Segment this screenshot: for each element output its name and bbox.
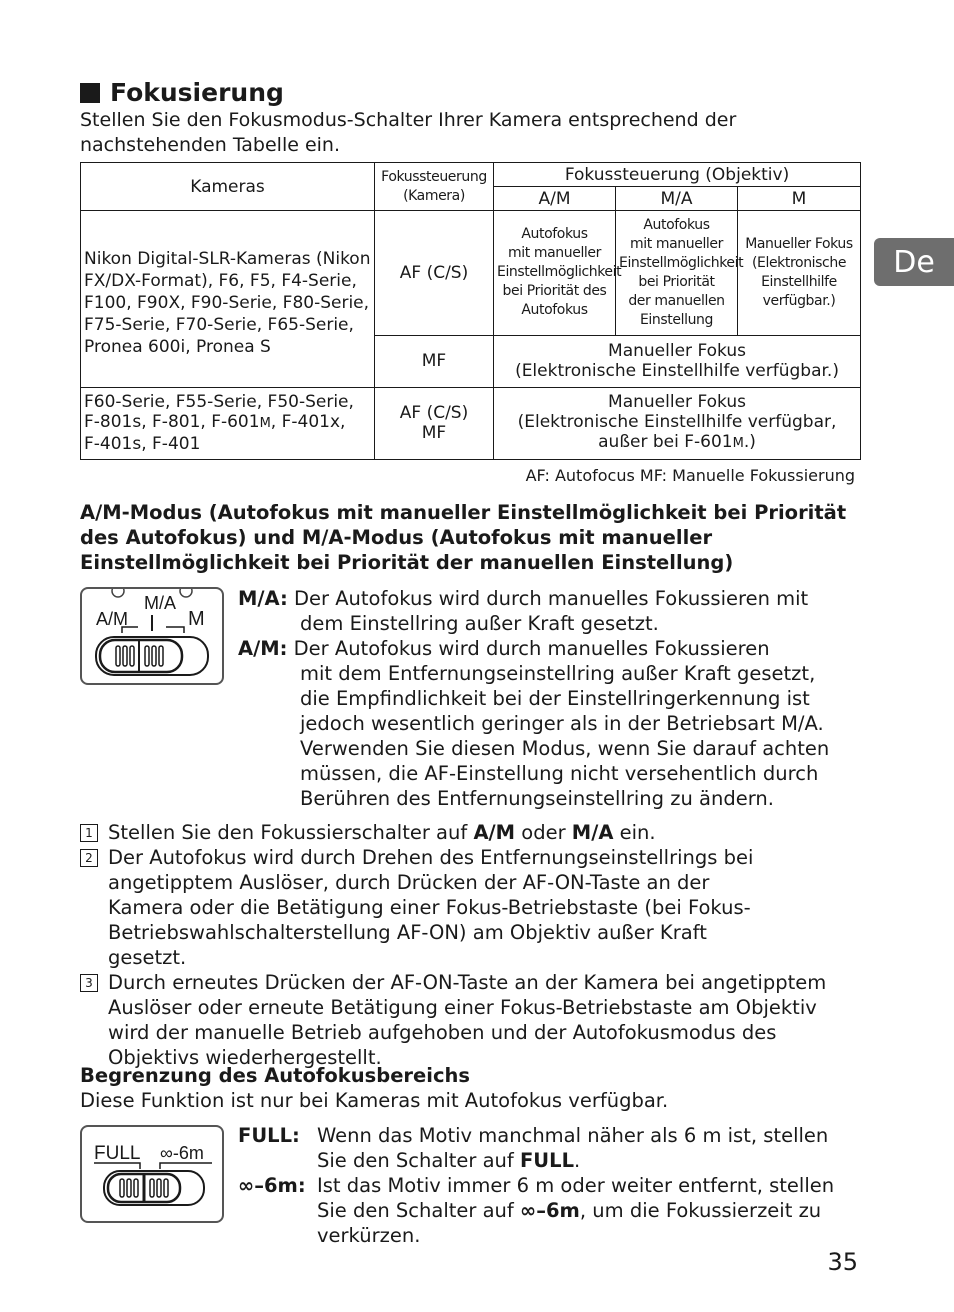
mode-definitions xyxy=(238,586,858,811)
focus-table xyxy=(80,162,861,460)
row3-lens-l3a: außer bei F-601 xyxy=(598,432,733,453)
row1-ma xyxy=(616,211,744,335)
label-ma: M/A xyxy=(144,593,177,613)
def-ma-l1: Der Autofokus wird durch manuelles Fokussieren mit xyxy=(287,587,809,610)
step-1-b: A/M xyxy=(473,821,516,844)
step-2 xyxy=(80,845,870,970)
step-3 xyxy=(80,970,870,1070)
def-inf-desc xyxy=(317,1173,858,1248)
step-1 xyxy=(80,820,870,845)
switch-range-svg xyxy=(82,1127,222,1221)
def-inf-c: , um die Fokussierzeit zu verkürzen. xyxy=(317,1199,822,1247)
step-2-number: 2 xyxy=(80,849,98,867)
row1-mode: AF (C/S) xyxy=(375,211,494,335)
row3-lens xyxy=(494,387,861,459)
def-inf-a: Ist das Motiv immer 6 m oder weiter entfernt, stellen Sie den Schalter auf xyxy=(317,1174,835,1222)
def-am-l2: mit dem Entfernungseinstellring außer Kraft gesetzt, xyxy=(300,662,816,685)
row2-lens-l1: Manueller Fokus xyxy=(608,341,746,362)
def-inf-term: ∞–6m: xyxy=(238,1174,306,1197)
switch-am-ma-svg xyxy=(82,589,222,683)
def-ma-term: M/A: xyxy=(238,587,288,610)
def-full-term: FULL: xyxy=(238,1124,300,1147)
row1-ma-l2: mit manueller xyxy=(630,235,723,252)
row3-cameras-l3: F-401s, F-401 xyxy=(84,434,201,455)
row1-ma-l3: Einstellmöglichkeit xyxy=(619,254,744,271)
row1-am-l5: Autofokus xyxy=(521,302,588,319)
mode-subheading: A/M-Modus (Autofokus mit manueller Einstellmöglichkeit bei Priorität des Autofokus) und M/A-Modus (Autofokus mit manueller Einstellmöglichkeit bei Priorität der manuellen Einstellung) xyxy=(80,501,847,574)
row1-am-l1: Autofokus xyxy=(521,226,588,243)
step-3-number: 3 xyxy=(80,974,98,992)
def-full-b: FULL xyxy=(519,1149,574,1172)
switch-am-ma-illustration xyxy=(80,587,224,685)
row3-lens-l3c: .) xyxy=(743,432,756,453)
row3-lens-l3b: M xyxy=(732,436,744,452)
row1-m-l4: verfügbar.) xyxy=(762,292,836,309)
row2-mode: MF xyxy=(375,335,494,387)
row3-mode xyxy=(375,387,494,459)
def-full-desc xyxy=(317,1123,858,1173)
header-camera-control-line2: (Kamera) xyxy=(403,187,465,204)
step-1-c: oder xyxy=(515,821,572,844)
row1-m-l1: Manueller Fokus xyxy=(745,235,853,252)
row3-mode-l2: MF xyxy=(421,423,447,444)
def-am-l1: Der Autofokus wird durch manuelles Fokussieren xyxy=(287,637,770,660)
row3-cameras-l2a: F-801s, F-801, F-601 xyxy=(84,412,260,433)
section-heading xyxy=(80,78,284,107)
def-ma-l2: dem Einstellring außer Kraft gesetzt. xyxy=(300,612,659,635)
language-tab: De xyxy=(874,238,954,286)
row3-mode-l1: AF (C/S) xyxy=(399,403,469,424)
def-am-l5: Verwenden Sie diesen Modus, wenn Sie darauf achten xyxy=(300,737,830,760)
row1-m xyxy=(738,211,861,335)
page-number: 35 xyxy=(827,1248,858,1276)
row3-cameras-l2c: , F-401x, xyxy=(270,412,346,433)
steps-list xyxy=(80,820,870,1070)
row1-m-l2: (Elektronische xyxy=(751,254,847,271)
def-full-c: . xyxy=(574,1149,581,1172)
header-cameras: Kameras xyxy=(81,163,375,211)
row3-lens-l1: Manueller Fokus xyxy=(608,392,746,413)
section-af-limit xyxy=(80,1063,870,1113)
row2-lens xyxy=(494,335,861,387)
bracket-inf xyxy=(160,1163,212,1169)
header-m: M xyxy=(738,187,861,211)
def-am xyxy=(238,636,858,811)
label-am: A/M xyxy=(96,609,129,629)
row1-m-l3: Einstellhilfe xyxy=(761,273,837,290)
step-1-e: ein. xyxy=(613,821,656,844)
table-legend: AF: Autofocus MF: Manuelle Fokussierung xyxy=(525,466,855,485)
row1-am xyxy=(494,211,622,335)
row3-lens-l3 xyxy=(497,432,857,454)
section-af-limit-text: Diese Funktion ist nur bei Kameras mit Autofokus verfügbar. xyxy=(80,1089,669,1112)
step-3-text: Durch erneutes Drücken der AF-ON-Taste an der Kamera bei angetipptem Auslöser oder erneute Betätigung einer Fokus-Betriebstaste am Objektiv wird der manuelle Betrieb aufgehoben und der Autofokusmodus des Objektivs wiederhergestellt. xyxy=(108,971,827,1069)
row3-cameras-l2 xyxy=(84,412,371,434)
def-am-l6: müssen, die AF-Einstellung nicht versehentlich durch xyxy=(300,762,819,785)
row2-lens-l2: (Elektronische Einstellhilfe verfügbar.) xyxy=(515,361,839,382)
step-1-text xyxy=(108,820,656,845)
switch-knob xyxy=(100,640,182,672)
row1-cameras: Nikon Digital-SLR-Kameras (Nikon FX/DX-Format), F6, F5, F4-Serie, F100, F90X, F90-Serie, F80-Serie, F75-Serie, F70-Serie, F65-Serie, Pronea 600i, Pronea S xyxy=(81,211,375,388)
def-ma xyxy=(238,586,858,636)
screw-right-icon xyxy=(180,589,192,597)
step-1-d: M/A xyxy=(571,821,614,844)
header-camera-control xyxy=(375,163,494,211)
def-inf xyxy=(238,1173,858,1248)
step-1-a: Stellen Sie den Fokussierschalter auf xyxy=(108,821,474,844)
def-am-l4: jedoch wesentlich geringer als in der Betriebsart M/A. xyxy=(300,712,824,735)
section-af-limit-title: Begrenzung des Autofokusbereichs xyxy=(80,1064,470,1087)
label-full: FULL xyxy=(94,1143,141,1164)
def-full xyxy=(238,1123,858,1173)
def-am-l3: die Empfindlichkeit bei der Einstellringerkennung ist xyxy=(300,687,810,710)
def-am-l7: Berühren des Entfernungseinstellring zu ändern. xyxy=(300,787,774,810)
heading-text: Fokusierung xyxy=(110,78,284,107)
def-am-term: A/M: xyxy=(238,637,288,660)
row1-am-l3: Einstellmöglichkeit xyxy=(497,264,622,281)
header-ma: M/A xyxy=(616,187,738,211)
header-camera-control-line1: Fokussteuerung xyxy=(381,168,487,185)
row1-ma-l1: Autofokus xyxy=(643,216,710,233)
switch-range-illustration xyxy=(80,1125,224,1223)
step-2-text: Der Autofokus wird durch Drehen des Entfernungseinstellrings bei angetipptem Auslöser, durch Drücken der AF-ON-Taste an der Kamera oder die Betätigung einer Fokus-Betriebstaste (bei Fokus-Betriebswahlschalterstellung AF-ON) am Objektiv außer Kraft gesetzt. xyxy=(108,846,754,969)
def-inf-b: ∞–6m xyxy=(519,1199,580,1222)
row1-am-l2: mit manueller xyxy=(508,245,601,262)
bullet-square-icon xyxy=(80,83,100,103)
row1-ma-l5: der manuellen xyxy=(628,292,725,309)
header-lens-control: Fokussteuerung (Objektiv) xyxy=(494,163,861,187)
row3-lens-l2: (Elektronische Einstellhilfe verfügbar, xyxy=(517,412,837,433)
header-am: A/M xyxy=(494,187,616,211)
range-definitions xyxy=(238,1123,858,1248)
row3-cameras xyxy=(81,387,375,459)
screw-left-icon xyxy=(112,589,124,597)
bracket-right xyxy=(166,627,184,633)
intro-text: Stellen Sie den Fokusmodus-Schalter Ihrer Kamera entsprechend der nachstehenden Tabelle ein. xyxy=(80,109,737,156)
row1-ma-l4: bei Priorität xyxy=(638,273,715,290)
row3-cameras-l2b: M xyxy=(259,416,271,432)
row3-cameras-l1: F60-Serie, F55-Serie, F50-Serie, xyxy=(84,392,354,413)
label-m: M xyxy=(188,608,205,630)
row1-ma-l6: Einstellung xyxy=(639,311,714,328)
label-inf-6m: ∞-6m xyxy=(160,1143,204,1163)
row1-am-l4: bei Priorität des xyxy=(502,283,607,300)
def-full-a: Wenn das Motiv manchmal näher als 6 m ist, stellen Sie den Schalter auf xyxy=(317,1124,829,1172)
step-1-number: 1 xyxy=(80,824,98,842)
